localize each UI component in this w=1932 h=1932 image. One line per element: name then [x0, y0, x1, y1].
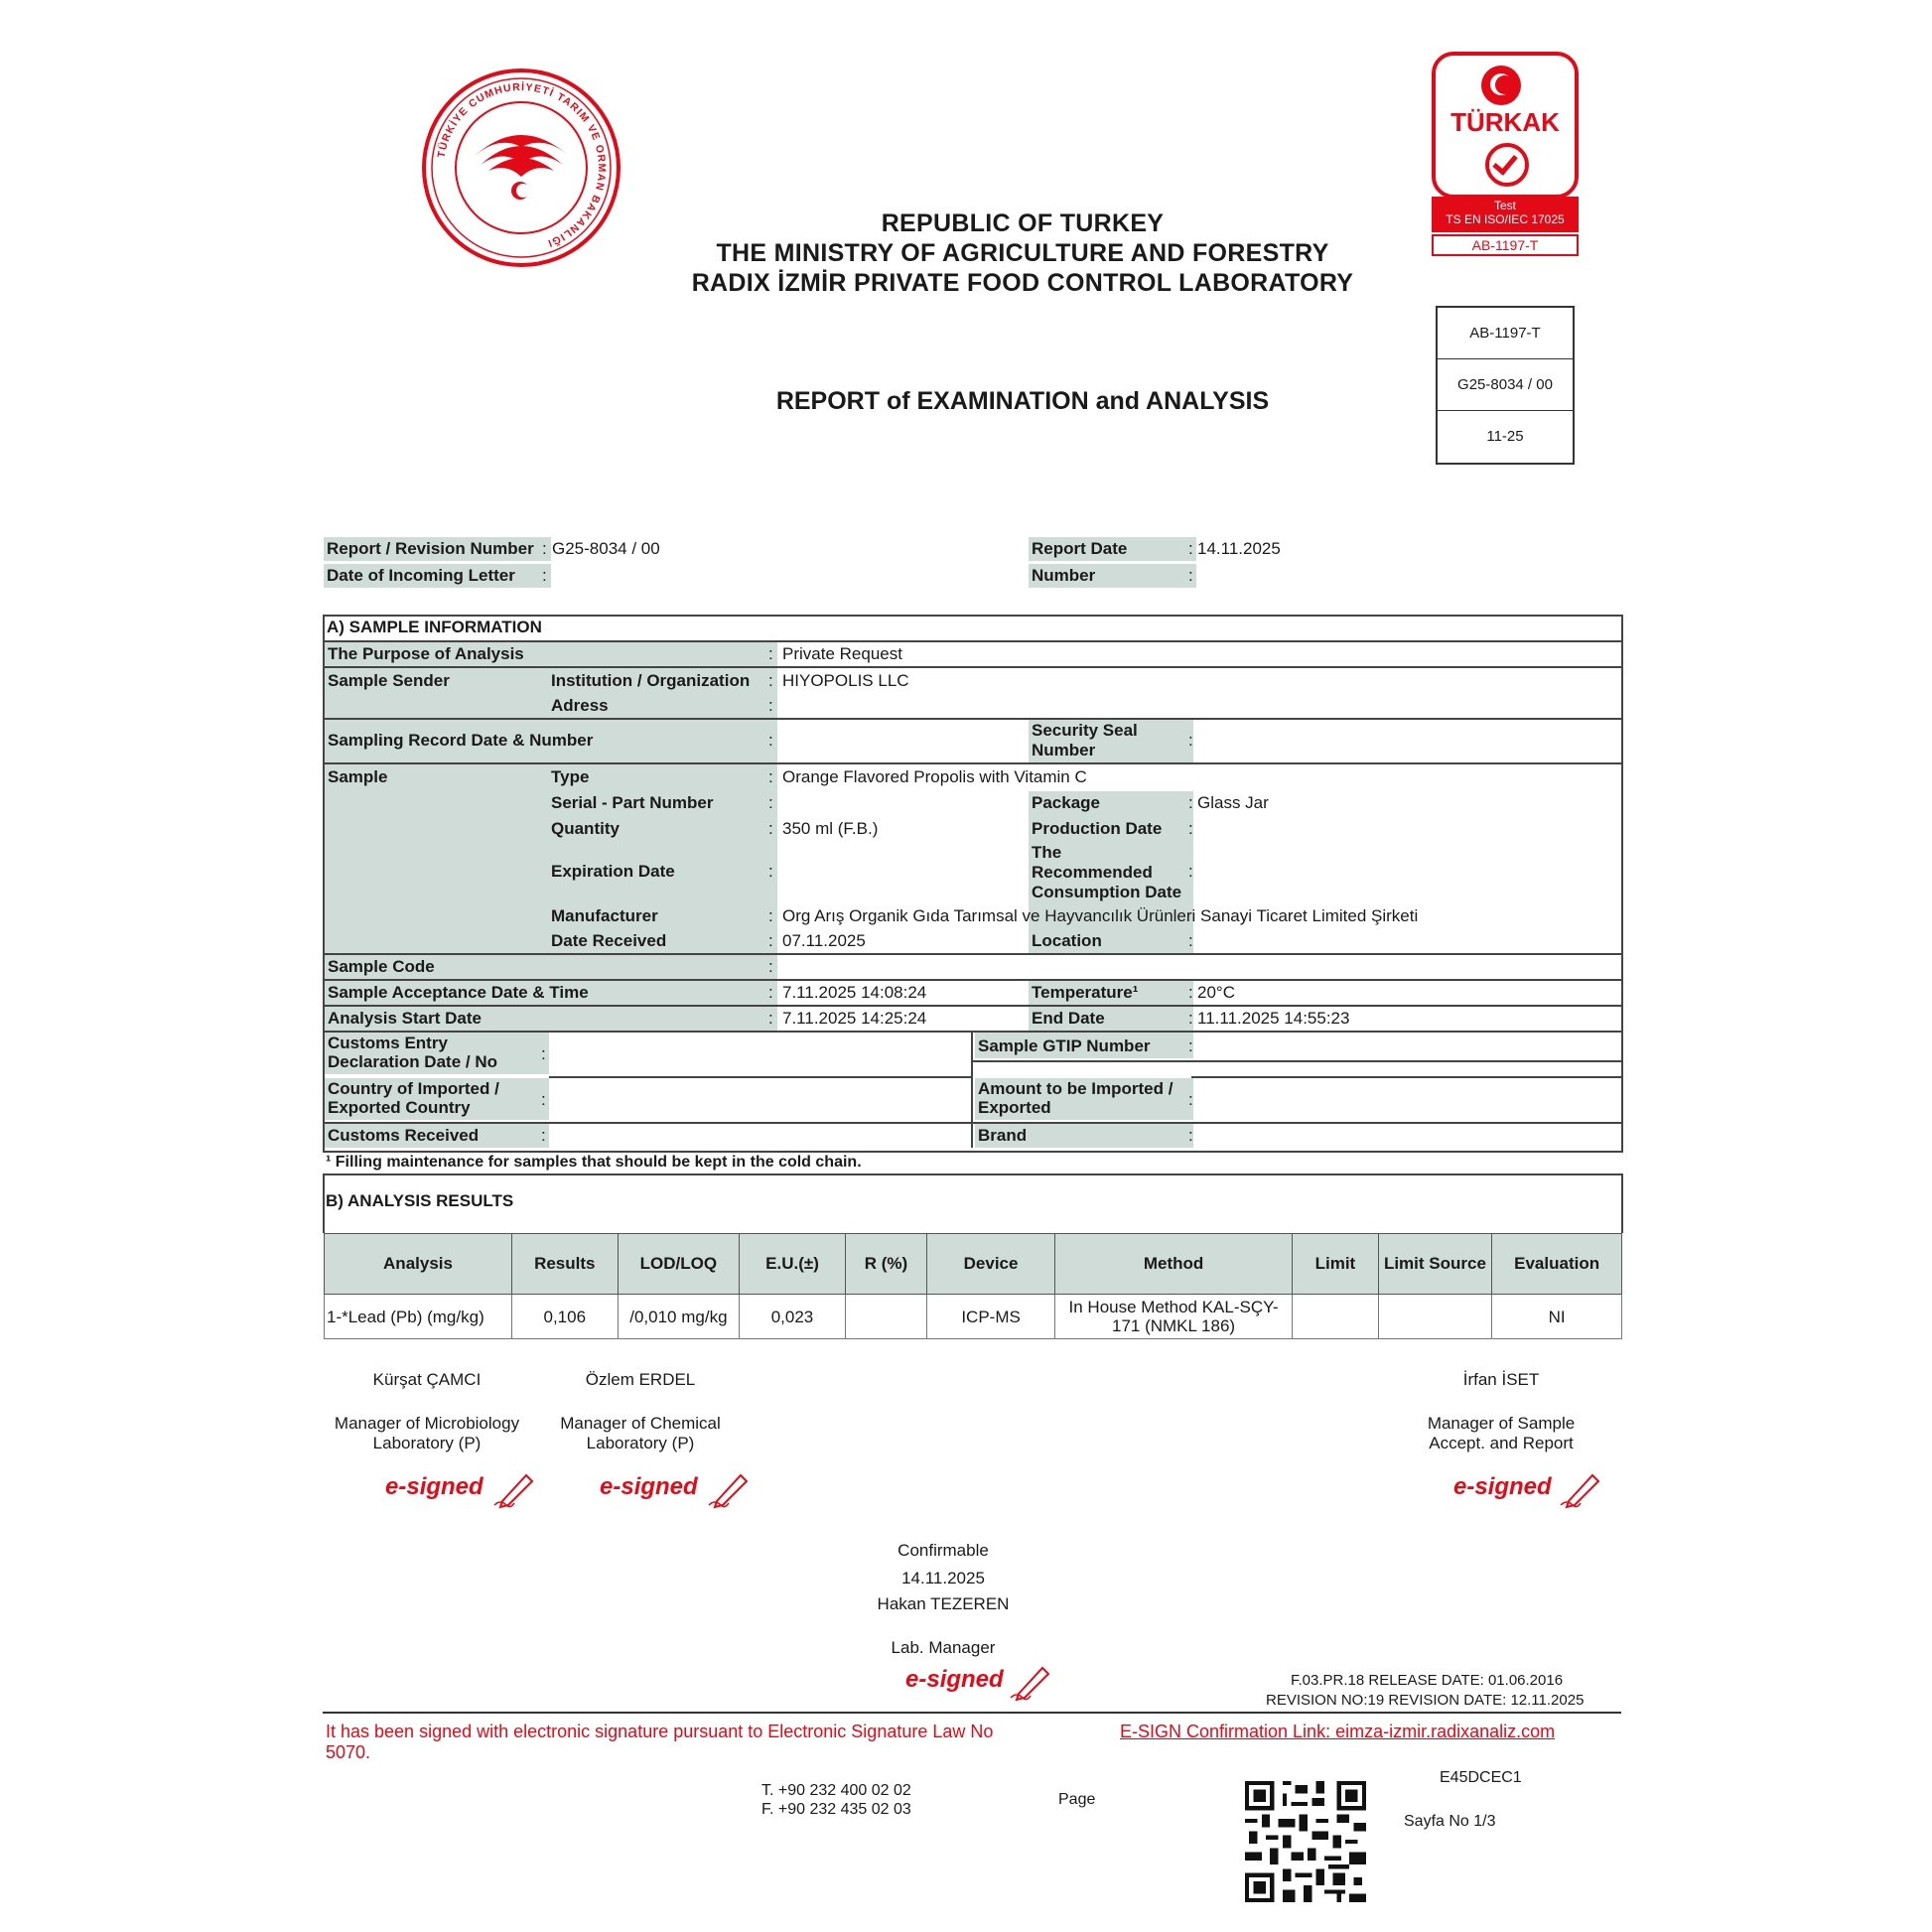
sig3-title: [1402, 1414, 1600, 1453]
expiration-label: Expiration Date: [551, 862, 675, 881]
sample-label: Sample: [328, 767, 388, 786]
qr-code-icon: [1245, 1781, 1366, 1902]
purpose-value: Private Request: [782, 644, 902, 663]
address-label: Adress: [551, 696, 609, 715]
release-info: F.03.PR.18 RELEASE DATE: 01.06.2016: [1291, 1672, 1564, 1689]
id-box-cell-2: G25-8034 / 00: [1438, 359, 1573, 411]
serial-label: Serial - Part Number: [551, 793, 714, 812]
cell-evaluation: NI: [1492, 1295, 1622, 1339]
temperature-label: Temperature¹: [1032, 983, 1139, 1002]
table-row: [325, 1295, 1622, 1339]
header-title: [556, 208, 1489, 298]
svg-text:TÜRKİYE CUMHURİYETİ TARIM VE O: TÜRKİYE CUMHURİYETİ TARIM VE ORMAN BAKANLIĞI: [435, 80, 609, 250]
security-seal-label: Security Seal Number: [1032, 721, 1138, 759]
col-method: Method: [1054, 1234, 1292, 1295]
revision-info: REVISION NO:19 REVISION DATE: 12.11.2025: [1266, 1692, 1585, 1709]
col-device: Device: [927, 1234, 1055, 1295]
package-value: Glass Jar: [1197, 793, 1269, 812]
recommended-label: The Recommended Consumption Date: [1032, 843, 1182, 901]
turkak-test: Test: [1493, 199, 1516, 212]
gtip-label: Sample GTIP Number: [978, 1036, 1151, 1055]
purpose-label: The Purpose of Analysis: [328, 644, 524, 663]
report-date-label: Report Date: [1029, 537, 1196, 561]
col-evaluation: Evaluation: [1492, 1234, 1622, 1295]
quantity-value: 350 ml (F.B.): [782, 819, 879, 838]
pen-icon: [1009, 1662, 1052, 1702]
pen-icon: [1559, 1469, 1602, 1509]
sig2-esigned: e-signed: [600, 1473, 698, 1500]
amount-label: Amount to be Imported / Exported: [978, 1079, 1173, 1117]
customs-entry-label: Customs Entry Declaration Date / No: [328, 1034, 497, 1071]
turkak-standard: TS EN ISO/IEC 17025: [1446, 212, 1565, 226]
report-revision-label: Report / Revision Number: [324, 537, 551, 561]
esign-confirmation-link[interactable]: E-SIGN Confirmation Link: eimza-izmir.radixanaliz.com: [1120, 1722, 1556, 1741]
esign-law-note: It has been signed with electronic signature pursuant to Electronic Signature Law No 5070.: [326, 1722, 994, 1762]
col-lod-loq: LOD/LOQ: [618, 1234, 740, 1295]
col-limit: Limit: [1293, 1234, 1378, 1295]
cell-lod-loq: /0,010 mg/kg: [618, 1295, 740, 1339]
report-title: REPORT of EXAMINATION and ANALYSIS: [775, 387, 1270, 415]
header-line-3: RADIX İZMİR PRIVATE FOOD CONTROL LABORATORY: [691, 269, 1354, 297]
production-date-label: Production Date: [1032, 819, 1163, 838]
col-eu: E.U.(±): [740, 1234, 846, 1295]
header-line-2: THE MINISTRY OF AGRICULTURE AND FORESTRY: [716, 239, 1329, 267]
type-value: Orange Flavored Propolis with Vitamin C: [782, 767, 1087, 786]
cell-r-percent: [845, 1295, 926, 1339]
analysis-results-header: [323, 1173, 1623, 1233]
brand-label: Brand: [978, 1126, 1028, 1145]
id-box-cell-3: 11-25: [1486, 428, 1524, 445]
country-label: Country of Imported / Exported Country: [328, 1079, 499, 1117]
sample-code-label: Sample Code: [328, 957, 435, 976]
institution-label: Institution / Organization: [551, 671, 751, 690]
sender-label: Sample Sender: [328, 671, 450, 690]
results-header-row: [325, 1234, 1622, 1295]
cell-analysis: 1-*Lead (Pb) (mg/kg): [325, 1295, 512, 1339]
page-label: Page: [1058, 1791, 1096, 1808]
sig3-esigned: e-signed: [1453, 1473, 1552, 1500]
analysis-results-title: B) ANALYSIS RESULTS: [326, 1191, 514, 1210]
end-date-label: End Date: [1032, 1009, 1105, 1028]
analysis-start-label: Analysis Start Date: [328, 1009, 482, 1028]
number-label: Number: [1029, 564, 1196, 588]
id-box: [1436, 306, 1575, 465]
quantity-label: Quantity: [551, 819, 620, 838]
institution-value: HIYOPOLIS LLC: [782, 671, 909, 690]
sig3-title-line-2: Accept. and Report: [1429, 1434, 1574, 1452]
col-results: Results: [512, 1234, 619, 1295]
sig1-esigned: e-signed: [385, 1473, 483, 1500]
document-code: E45DCEC1: [1440, 1769, 1522, 1786]
manufacturer-value: Org Arış Organik Gıda Tarımsal ve Hayvancılık Ürünleri Sanayi Ticaret Limited Şirketi: [782, 906, 1419, 925]
cell-limit-source: [1378, 1295, 1492, 1339]
check-icon: [1485, 143, 1529, 187]
phone: T. +90 232 400 02 02: [761, 1782, 911, 1799]
cold-chain-footnote: ¹ Filling maintenance for samples that should be kept in the cold chain.: [326, 1154, 862, 1171]
end-date-value: 11.11.2025 14:55:23: [1197, 1009, 1350, 1028]
sample-info-title: A) SAMPLE INFORMATION: [327, 618, 542, 636]
manufacturer-label: Manufacturer: [551, 906, 658, 925]
col-limit-source: Limit Source: [1378, 1234, 1492, 1295]
sig1-title-line-1: Manager of Microbiology: [334, 1414, 520, 1433]
pen-icon: [707, 1469, 751, 1509]
sig1-title-line-2: Laboratory (P): [372, 1434, 482, 1452]
analysis-start-value: 7.11.2025 14:25:24: [782, 1009, 927, 1028]
location-label: Location: [1032, 931, 1102, 950]
cell-eu: 0,023: [740, 1295, 846, 1339]
page-number: Sayfa No 1/3: [1404, 1813, 1496, 1830]
temperature-value: 20°C: [1197, 983, 1235, 1002]
sig3-name: İrfan İSET: [1462, 1370, 1540, 1389]
fax: F. +90 232 435 02 03: [761, 1801, 911, 1818]
pen-icon: [492, 1469, 536, 1509]
sampling-record-label: Sampling Record Date & Number: [328, 731, 594, 750]
id-box-cell-1: AB-1197-T: [1438, 308, 1573, 359]
cell-method: In House Method KAL-SÇY-171 (NMKL 186): [1054, 1295, 1292, 1339]
sig2-title-line-1: Manager of Chemical: [560, 1414, 721, 1433]
cell-device: ICP-MS: [927, 1295, 1055, 1339]
cell-limit: [1293, 1295, 1378, 1339]
turkak-code: AB-1197-T: [1432, 234, 1579, 256]
footer-divider: [323, 1712, 1621, 1714]
sig2-title: [541, 1414, 740, 1453]
confirm-date: 14.11.2025: [901, 1569, 985, 1587]
results-table: [324, 1233, 1622, 1339]
sig1-name: Kürşat ÇAMCI: [372, 1370, 482, 1389]
turkak-logo: [1432, 52, 1579, 199]
package-label: Package: [1032, 793, 1100, 812]
confirm-name: Hakan TEZEREN: [877, 1594, 1010, 1613]
confirm-title: Lab. Manager: [891, 1638, 996, 1657]
report-revision-value: G25-8034 / 00: [552, 539, 660, 558]
contact-info: [761, 1781, 911, 1819]
confirm-esigned: e-signed: [905, 1666, 1004, 1693]
sig1-title: [328, 1414, 526, 1453]
sig2-title-line-2: Laboratory (P): [586, 1434, 695, 1452]
turkak-name: TÜRKAK: [1450, 107, 1560, 137]
col-analysis: Analysis: [325, 1234, 512, 1295]
incoming-letter-label: Date of Incoming Letter: [324, 564, 551, 588]
type-label: Type: [551, 767, 590, 786]
date-received-label: Date Received: [551, 931, 667, 950]
acceptance-value: 7.11.2025 14:08:24: [782, 983, 927, 1002]
col-r-percent: R (%): [845, 1234, 926, 1295]
sig3-title-line-1: Manager of Sample: [1427, 1414, 1576, 1433]
customs-received-label: Customs Received: [328, 1126, 480, 1145]
flag-circle-icon: [1481, 66, 1521, 105]
report-date-value: 14.11.2025: [1197, 539, 1281, 558]
date-received-value: 07.11.2025: [782, 931, 866, 950]
cell-results: 0,106: [512, 1295, 619, 1339]
acceptance-label: Sample Acceptance Date & Time: [328, 983, 589, 1002]
sig2-name: Özlem ERDEL: [585, 1370, 696, 1389]
confirm-label: Confirmable: [897, 1541, 989, 1560]
header-line-1: REPUBLIC OF TURKEY: [881, 209, 1165, 237]
